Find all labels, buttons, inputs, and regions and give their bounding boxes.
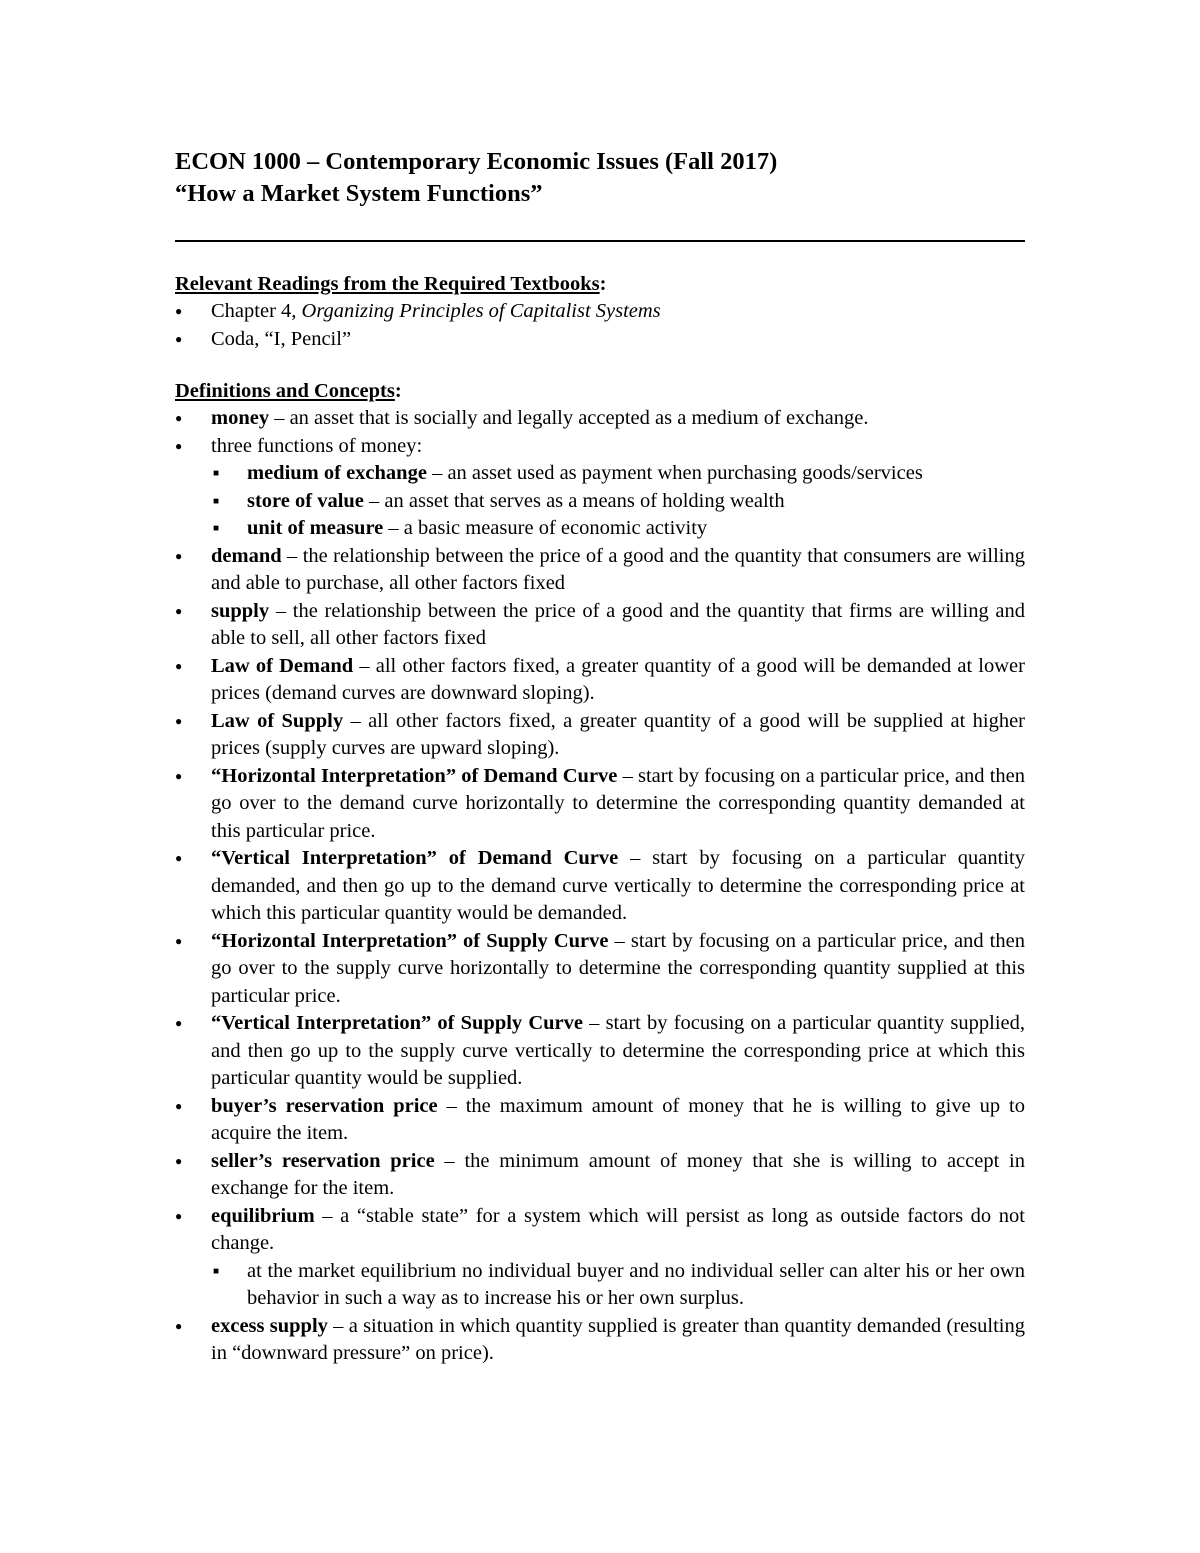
definition-text: – all other factors fixed, a greater quantity of a good will be supplied at higher prices (supply curves are upward sloping).	[211, 709, 1025, 759]
definition-text: – the minimum amount of money that she is willing to accept in exchange for the item.	[211, 1149, 1025, 1199]
document-content	[175, 146, 1025, 1392]
definition-term: equilibrium	[211, 1204, 315, 1227]
reading-text: Coda, “I, Pencil”	[211, 327, 352, 350]
definition-text: – start by focusing on a particular quantity demanded, and then go up to the demand curve vertically to determine the corresponding price at which this particular quantity would be demanded.	[211, 847, 1025, 924]
definition-text: – an asset that is socially and legally accepted as a medium of exchange.	[269, 407, 869, 429]
equilibrium-sub-list	[211, 1258, 1025, 1313]
course-title: ECON 1000 – Contemporary Economic Issues (Fall 2017)	[175, 148, 778, 175]
sub-text: at the market equilibrium no individual buyer and no individual seller can alter his or her own behavior in such a way as to increase his or her own surplus.	[247, 1259, 1025, 1309]
title-divider	[175, 240, 1025, 242]
sub-text: – an asset used as payment when purchasing goods/services	[426, 462, 923, 484]
sub-term: store of value	[247, 489, 364, 512]
definitions-list	[175, 405, 1025, 1368]
reading-item	[175, 326, 1025, 354]
definition-term: buyer’s reservation price	[211, 1094, 438, 1117]
definition-text: – start by focusing on a particular price, and then go over to the supply curve horizontally to determine the corresponding quantity supplied at this particular price.	[211, 929, 1025, 1007]
definition-term: Law of Demand	[211, 654, 354, 677]
reading-title: Organizing Principles of Capitalist Systems	[301, 300, 661, 322]
sub-item	[211, 1258, 1025, 1313]
readings-heading-colon: :	[599, 273, 607, 295]
definition-term: demand	[211, 544, 282, 567]
readings-heading-text: Relevant Readings from the Required Textbooks	[175, 273, 600, 295]
definition-term: seller’s reservation price	[211, 1149, 435, 1172]
reading-item	[175, 298, 1025, 326]
definition-demand	[175, 543, 1025, 598]
sub-text: – a basic measure of economic activity	[383, 517, 708, 539]
definition-term: “Horizontal Interpretation” of Supply Curve	[211, 929, 609, 952]
definition-text: – start by focusing on a particular price, and then go over to the demand curve horizontally to determine the corresponding quantity demanded at this particular price.	[211, 764, 1025, 842]
topic-title: “How a Market System Functions”	[175, 180, 543, 207]
readings-heading	[175, 270, 1025, 298]
definition-horizontal-demand	[175, 763, 1025, 846]
definition-text: – a situation in which quantity supplied is greater than quantity demanded (resulting in “downward pressure” on price).	[211, 1314, 1025, 1364]
definition-buyer-reservation-price	[175, 1093, 1025, 1148]
definition-horizontal-supply	[175, 928, 1025, 1011]
definition-term: Law of Supply	[211, 709, 344, 732]
functions-of-money-list	[211, 460, 1025, 543]
definition-vertical-supply	[175, 1010, 1025, 1093]
sub-term: medium of exchange	[247, 462, 427, 484]
definition-term: excess supply	[211, 1314, 328, 1337]
definitions-heading	[175, 377, 1025, 405]
sub-text: – an asset that serves as a means of holding wealth	[363, 489, 785, 512]
definition-supply	[175, 598, 1025, 653]
definition-text: – the maximum amount of money that he is willing to give up to acquire the item.	[211, 1094, 1026, 1144]
definition-text: – the relationship between the price of a good and the quantity that consumers are willing and able to purchase, all other factors fixed	[211, 544, 1025, 594]
definition-text: – start by focusing on a particular quantity supplied, and then go up to the supply curve vertically to determine the corresponding price at which this particular quantity would be supplied.	[211, 1012, 1025, 1089]
readings-section	[175, 270, 1025, 353]
sub-item	[211, 515, 1025, 543]
definition-term: “Horizontal Interpretation” of Demand Curve	[211, 764, 618, 787]
readings-list	[175, 298, 1025, 353]
sub-term: unit of measure	[247, 517, 384, 539]
definition-term: “Vertical Interpretation” of Demand Curve	[211, 847, 619, 869]
definition-text: – the relationship between the price of a good and the quantity that firms are willing and able to sell, all other factors fixed	[211, 599, 1025, 649]
definition-term: money	[211, 407, 270, 429]
definition-text: – all other factors fixed, a greater quantity of a good will be demanded at lower prices (demand curves are downward sloping).	[211, 654, 1025, 704]
definitions-heading-text: Definitions and Concepts	[175, 380, 395, 402]
definition-law-of-demand	[175, 653, 1025, 708]
reading-text: Chapter 4,	[211, 300, 302, 322]
definition-text: three functions of money:	[211, 434, 423, 457]
definitions-heading-colon: :	[394, 380, 402, 402]
sub-item	[211, 460, 1025, 488]
definition-law-of-supply	[175, 708, 1025, 763]
definition-excess-supply	[175, 1313, 1025, 1368]
definition-vertical-demand	[175, 845, 1025, 928]
definitions-section	[175, 377, 1025, 1368]
definition-text: – a “stable state” for a system which will persist as long as outside factors do not change.	[211, 1204, 1025, 1254]
definition-term: “Vertical Interpretation” of Supply Curve	[211, 1012, 583, 1034]
definition-equilibrium	[175, 1203, 1025, 1313]
definition-seller-reservation-price	[175, 1148, 1025, 1203]
definition-functions-of-money	[175, 433, 1025, 543]
sub-item	[211, 488, 1025, 516]
definition-term: supply	[211, 599, 270, 622]
definition-money	[175, 405, 1025, 433]
